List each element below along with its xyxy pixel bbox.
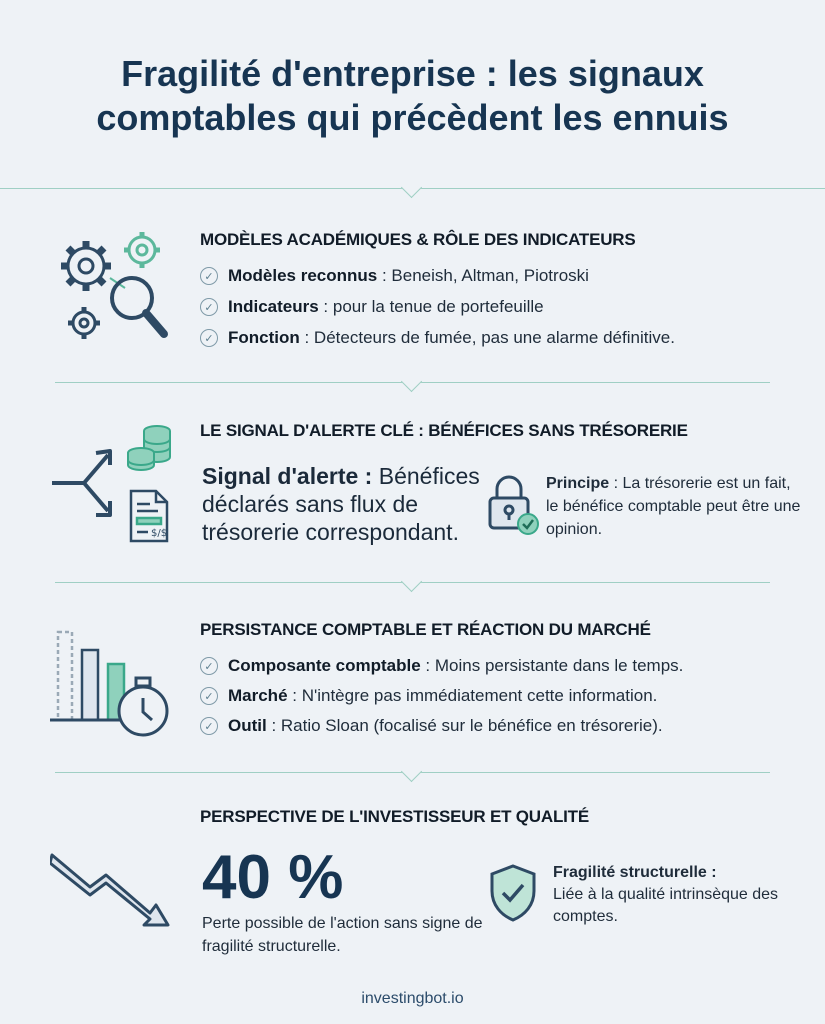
bullet-label: Fonction (228, 328, 300, 347)
bullet-item (200, 656, 683, 676)
bullet-label: Marché (228, 686, 288, 705)
coins-icon (125, 423, 173, 480)
big-number: 40 % (202, 843, 344, 912)
principle-label: Principe (546, 475, 610, 492)
check-circle-icon: ✓ (200, 329, 218, 347)
title-line-1: Fragilité d'entreprise : les signaux (121, 53, 704, 94)
bullet-item (200, 686, 657, 706)
section-title-investor: PERSPECTIVE DE L'INVESTISSEUR ET QUALITÉ (200, 807, 589, 826)
bullet-text: : pour la tenue de portefeuille (318, 297, 544, 316)
footer-brand: investingbot.io (361, 990, 464, 1007)
bullet-label: Composante comptable (228, 656, 421, 675)
svg-text:$/$: $/$ (151, 528, 168, 539)
section-title-persistence: PERSISTANCE COMPTABLE ET RÉACTION DU MARCHÉ (200, 620, 651, 639)
principle-text: : La trésorerie est un fait, le bénéfice comptable peut être une opinion. (546, 475, 801, 538)
bullet-item (200, 297, 544, 317)
document-icon (128, 488, 170, 549)
divider-notch (401, 371, 422, 392)
alert-statement (202, 462, 492, 546)
fragility-statement (553, 862, 793, 928)
bullet-text: : N'intègre pas immédiatement cette information. (287, 686, 658, 705)
shield-check-icon (488, 863, 538, 928)
split-arrow-icon (50, 445, 125, 530)
check-circle-icon: ✓ (200, 298, 218, 316)
check-circle-icon: ✓ (200, 687, 218, 705)
bullet-text: : Moins persistante dans le temps. (420, 656, 684, 675)
section-title-models: MODÈLES ACADÉMIQUES & RÔLE DES INDICATEURS (200, 230, 636, 249)
bullet-label: Indicateurs (228, 297, 319, 316)
bullet-item (200, 266, 589, 286)
big-number-description: Perte possible de l'action sans signe de fragilité structurelle. (202, 915, 483, 955)
fragility-label: Fragilité structurelle : (553, 864, 717, 881)
fragility-text: Liée à la qualité intrinsèque des comptes. (553, 886, 779, 925)
check-circle-icon: ✓ (200, 657, 218, 675)
check-circle-icon: ✓ (200, 717, 218, 735)
gears-magnifier-icon (50, 228, 175, 353)
bar-chart-clock-icon (50, 628, 175, 748)
alert-label: Signal d'alerte : (202, 463, 373, 489)
check-circle-icon: ✓ (200, 267, 218, 285)
bullet-label: Outil (228, 716, 267, 735)
bullet-text: : Détecteurs de fumée, pas une alarme définitive. (299, 328, 675, 347)
alert-text: Bénéfices déclarés sans flux de trésorerie correspondant. (202, 463, 480, 545)
page-title (0, 52, 825, 140)
principle-statement (546, 472, 806, 541)
down-trend-arrow-icon (50, 845, 175, 935)
section-title-alert: LE SIGNAL D'ALERTE CLÉ : BÉNÉFICES SANS TRÉSORERIE (200, 421, 688, 440)
title-line-2: comptables qui précèdent les ennuis (96, 97, 729, 138)
bullet-item (200, 328, 675, 348)
padlock-check-icon (486, 472, 540, 541)
divider-notch (401, 571, 422, 592)
bullet-item (200, 716, 663, 736)
divider-notch (401, 177, 422, 198)
bullet-label: Modèles reconnus (228, 266, 378, 285)
divider-notch (401, 761, 422, 782)
bullet-text: : Ratio Sloan (focalisé sur le bénéfice en trésorerie). (266, 716, 663, 735)
bullet-text: : Beneish, Altman, Piotroski (377, 266, 589, 285)
